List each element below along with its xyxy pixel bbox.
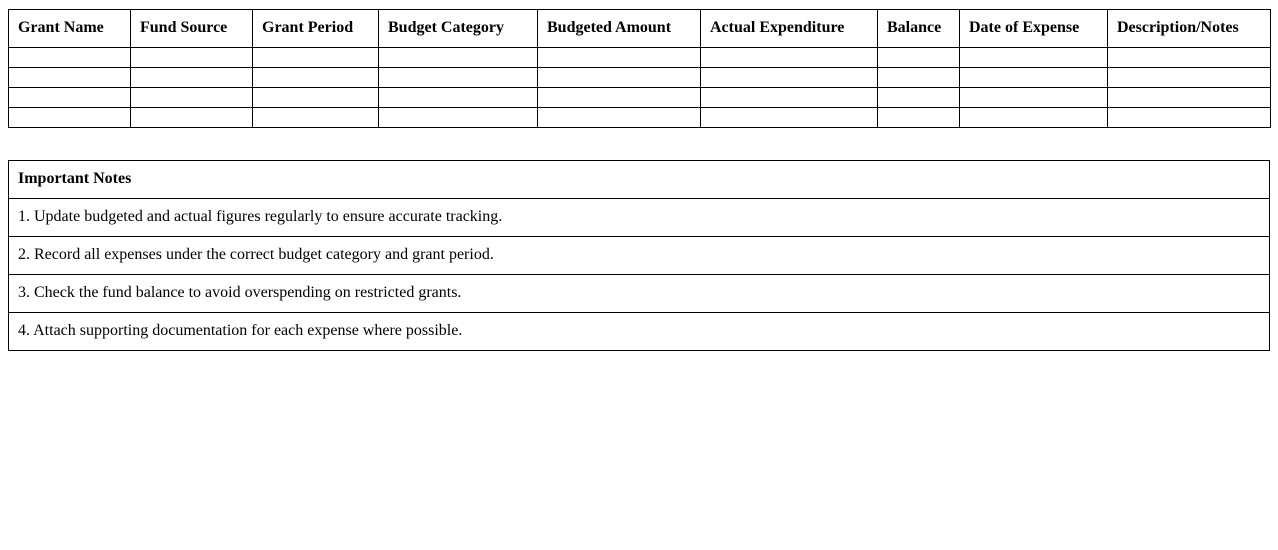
note-item-2: 2. Record all expenses under the correct budget category and grant period. xyxy=(9,237,1270,275)
empty-data-cell[interactable] xyxy=(878,88,960,108)
empty-data-cell[interactable] xyxy=(701,48,878,68)
empty-data-cell[interactable] xyxy=(878,68,960,88)
empty-data-cell[interactable] xyxy=(878,108,960,128)
empty-data-cell[interactable] xyxy=(1108,68,1271,88)
empty-data-cell[interactable] xyxy=(538,68,701,88)
column-header-balance: Balance xyxy=(878,10,960,48)
empty-data-cell[interactable] xyxy=(253,48,379,68)
note-row xyxy=(9,313,1270,351)
note-row xyxy=(9,237,1270,275)
empty-data-cell[interactable] xyxy=(538,88,701,108)
grant-table-row xyxy=(9,108,1271,128)
empty-data-cell[interactable] xyxy=(1108,108,1271,128)
grant-table-header-row xyxy=(9,10,1271,48)
important-notes-table xyxy=(8,160,1270,351)
empty-data-cell[interactable] xyxy=(701,88,878,108)
empty-data-cell[interactable] xyxy=(960,48,1108,68)
note-row xyxy=(9,275,1270,313)
column-header-grant-period: Grant Period xyxy=(253,10,379,48)
empty-data-cell[interactable] xyxy=(379,108,538,128)
empty-data-cell[interactable] xyxy=(379,48,538,68)
column-header-budgeted-amount: Budgeted Amount xyxy=(538,10,701,48)
empty-data-cell[interactable] xyxy=(253,88,379,108)
column-header-fund-source: Fund Source xyxy=(131,10,253,48)
note-item-3: 3. Check the fund balance to avoid overspending on restricted grants. xyxy=(9,275,1270,313)
empty-data-cell[interactable] xyxy=(1108,48,1271,68)
grant-tracking-table xyxy=(8,9,1271,128)
empty-data-cell[interactable] xyxy=(701,68,878,88)
column-header-description-notes: Description/Notes xyxy=(1108,10,1271,48)
empty-data-cell[interactable] xyxy=(9,48,131,68)
column-header-grant-name: Grant Name xyxy=(9,10,131,48)
empty-data-cell[interactable] xyxy=(878,48,960,68)
empty-data-cell[interactable] xyxy=(131,108,253,128)
empty-data-cell[interactable] xyxy=(131,88,253,108)
empty-data-cell[interactable] xyxy=(538,108,701,128)
note-row xyxy=(9,199,1270,237)
empty-data-cell[interactable] xyxy=(379,68,538,88)
empty-data-cell[interactable] xyxy=(9,88,131,108)
empty-data-cell[interactable] xyxy=(960,88,1108,108)
notes-header-row xyxy=(9,161,1270,199)
grant-table-empty-rows xyxy=(9,48,1271,128)
empty-data-cell[interactable] xyxy=(1108,88,1271,108)
empty-data-cell[interactable] xyxy=(9,68,131,88)
grant-table-row xyxy=(9,68,1271,88)
note-item-1: 1. Update budgeted and actual figures regularly to ensure accurate tracking. xyxy=(9,199,1270,237)
empty-data-cell[interactable] xyxy=(131,48,253,68)
empty-data-cell[interactable] xyxy=(253,68,379,88)
empty-data-cell[interactable] xyxy=(9,108,131,128)
notes-title: Important Notes xyxy=(9,161,1270,199)
empty-data-cell[interactable] xyxy=(131,68,253,88)
column-header-budget-category: Budget Category xyxy=(379,10,538,48)
empty-data-cell[interactable] xyxy=(253,108,379,128)
grant-table-row xyxy=(9,88,1271,108)
empty-data-cell[interactable] xyxy=(538,48,701,68)
grant-table-row xyxy=(9,48,1271,68)
column-header-date-of-expense: Date of Expense xyxy=(960,10,1108,48)
note-item-4: 4. Attach supporting documentation for each expense where possible. xyxy=(9,313,1270,351)
empty-data-cell[interactable] xyxy=(960,68,1108,88)
column-header-actual-expenditure: Actual Expenditure xyxy=(701,10,878,48)
empty-data-cell[interactable] xyxy=(960,108,1108,128)
empty-data-cell[interactable] xyxy=(379,88,538,108)
empty-data-cell[interactable] xyxy=(701,108,878,128)
